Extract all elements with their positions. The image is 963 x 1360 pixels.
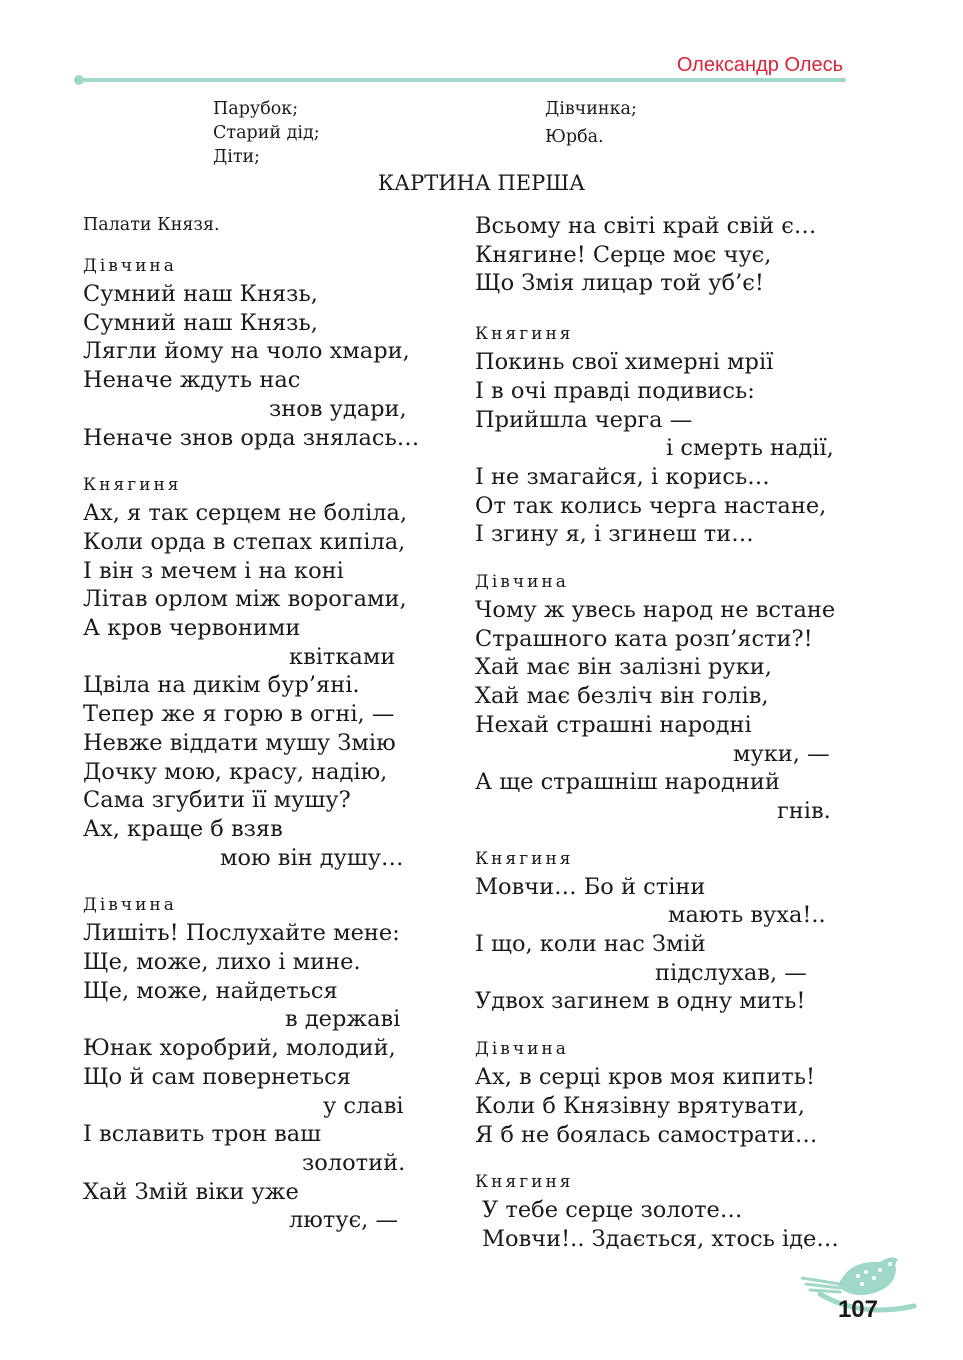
verse-line: Прийшла черга — xyxy=(475,406,693,433)
dialogue-block xyxy=(475,320,855,549)
verse xyxy=(475,873,855,1017)
verse-line: мою він душу… xyxy=(220,844,404,871)
verse xyxy=(475,1196,855,1253)
verse-line: підслухав, — xyxy=(655,959,807,986)
speaker-name: Дівчина xyxy=(83,895,177,916)
verse-line: Сама згубити її мушу? xyxy=(83,787,351,814)
verse-line: муки, — xyxy=(733,740,830,767)
verse-line: Нехай страшні народні xyxy=(475,711,752,738)
scene-title: КАРТИНА ПЕРША xyxy=(377,171,586,195)
header-author: Олександр Олесь xyxy=(676,54,843,76)
verse-line: Всьому на світі край свій є… xyxy=(475,213,817,239)
verse-line: Ах, я так серцем не боліла, xyxy=(83,500,408,527)
dialogue-block xyxy=(475,212,855,298)
verse-line: Коли орда в степах кипіла, xyxy=(83,528,406,555)
cast-item: Юрба. xyxy=(545,127,604,147)
dialogue-block xyxy=(475,1035,855,1149)
verse-line: Тепер же я горю в огні, — xyxy=(83,701,395,728)
verse-line: у славі xyxy=(323,1092,404,1119)
verse-line: І згину я, і згинеш ти… xyxy=(475,521,754,548)
verse-line: Неначе ждуть нас xyxy=(83,367,301,394)
header-rule-dot xyxy=(74,75,84,85)
cast-item: Парубок; xyxy=(213,99,299,119)
verse xyxy=(475,596,855,826)
speaker-name: Дівчина xyxy=(475,1039,569,1060)
verse xyxy=(475,1063,855,1149)
dialogue-block xyxy=(83,252,443,452)
speaker-name: Дівчина xyxy=(475,572,569,593)
verse-line: Чому ж увесь народ не встане xyxy=(475,597,836,624)
verse-line: І що, коли нас Змій xyxy=(475,931,706,958)
speaker-name: Дівчина xyxy=(83,256,177,276)
verse-line: Що Змія лицар той уб’є! xyxy=(475,270,764,297)
verse-line: Що й сам повернеться xyxy=(83,1063,351,1090)
verse-line: Мовчи!.. Здається, хтось іде… xyxy=(482,1225,839,1252)
cast-item: Старий дід; xyxy=(213,123,320,143)
header-rule xyxy=(78,78,846,82)
verse-line: лютує, — xyxy=(289,1207,398,1234)
dialogue-block xyxy=(475,845,855,1017)
verse-line: А кров червоними xyxy=(83,615,301,642)
verse-line: І він з мечем і на коні xyxy=(83,557,344,584)
verse-line: Ще, може, найдеться xyxy=(83,977,338,1004)
cast-item: Діти; xyxy=(213,147,261,167)
verse-line: знов удари, xyxy=(269,395,407,422)
verse-line: І в очі правді подивись: xyxy=(475,377,755,404)
verse-line: Мовчи… Бо й стіни xyxy=(475,873,706,900)
cast-item: Дівчинка; xyxy=(545,99,637,119)
speaker-name: Княгиня xyxy=(83,475,182,496)
verse-line: Лягли йому на чоло хмари, xyxy=(83,338,410,365)
verse-line: Ах, краще б взяв xyxy=(83,815,283,842)
verse-line: Ах, в серці кров моя кипить! xyxy=(475,1064,816,1091)
verse-line: Цвіла на дикім бур’яні. xyxy=(83,672,360,699)
left-dialogue xyxy=(83,252,443,1235)
verse-line: Удвох загинем в одну мить! xyxy=(475,988,806,1015)
verse-line: Сумний наш Князь, xyxy=(83,309,318,336)
verse-line: І не змагайся, і корись… xyxy=(475,463,770,490)
verse-line: і смерть надії, xyxy=(666,435,834,462)
verse-line: А ще страшніш народний xyxy=(475,769,780,796)
verse-line: Страшного ката розп’ясти?! xyxy=(475,625,813,652)
speaker-name: Княгиня xyxy=(475,848,574,869)
verse-line: Я б не боялась самострати… xyxy=(475,1121,818,1148)
verse xyxy=(475,348,855,549)
stage-direction: Палати Князя. xyxy=(83,215,220,235)
verse-line: в державі xyxy=(285,1006,401,1033)
verse xyxy=(83,280,443,452)
right-dialogue xyxy=(475,212,855,1254)
verse-line: золотий. xyxy=(302,1149,406,1176)
dialogue-block xyxy=(475,1168,855,1253)
verse xyxy=(475,212,855,298)
verse-line: Княгине! Серце моє чує, xyxy=(475,241,772,268)
verse-line: Юнак хоробрий, молодий, xyxy=(83,1035,396,1062)
verse xyxy=(83,919,443,1235)
verse-line: Хай Змій віки уже xyxy=(83,1178,299,1205)
verse-line: Неначе знов орда знялась… xyxy=(83,424,420,451)
verse-line: Ще, може, лихо і мине. xyxy=(83,949,361,976)
page-number: 107 xyxy=(837,1296,878,1323)
speaker-name: Княгиня xyxy=(475,324,574,345)
verse-line: Покинь свої химерні мрії xyxy=(475,349,774,376)
dialogue-block xyxy=(83,891,443,1235)
verse-line: І вславить трон ваш xyxy=(83,1121,322,1148)
dialogue-block xyxy=(475,568,855,826)
verse-line: Невже віддати мушу Змію xyxy=(83,729,396,756)
verse-line: квітками xyxy=(289,643,396,670)
verse-line: Лишіть! Послухайте мене: xyxy=(83,920,400,947)
verse-line: Дочку мою, красу, надію, xyxy=(83,758,388,785)
verse-line: Хай має безліч він голів, xyxy=(475,683,769,710)
cast-list-right xyxy=(545,97,637,149)
verse-line: Літав орлом між ворогами, xyxy=(83,586,407,613)
cast-list-left xyxy=(213,97,320,169)
verse-line: Сумний наш Князь, xyxy=(83,281,318,307)
verse-line: гнів. xyxy=(777,797,831,824)
speaker-name: Княгиня xyxy=(475,1172,574,1193)
left-column xyxy=(83,212,443,1254)
dialogue-block xyxy=(83,471,443,872)
verse-line: мають вуха!.. xyxy=(668,902,826,929)
verse xyxy=(83,499,443,872)
verse-line: У тебе серце золоте… xyxy=(482,1197,743,1224)
verse-line: От так колись черга настане, xyxy=(475,492,827,519)
verse-line: Коли б Князівну врятувати, xyxy=(475,1092,805,1119)
verse-line: Хай має він залізні руки, xyxy=(475,654,772,681)
right-column xyxy=(475,212,855,1273)
